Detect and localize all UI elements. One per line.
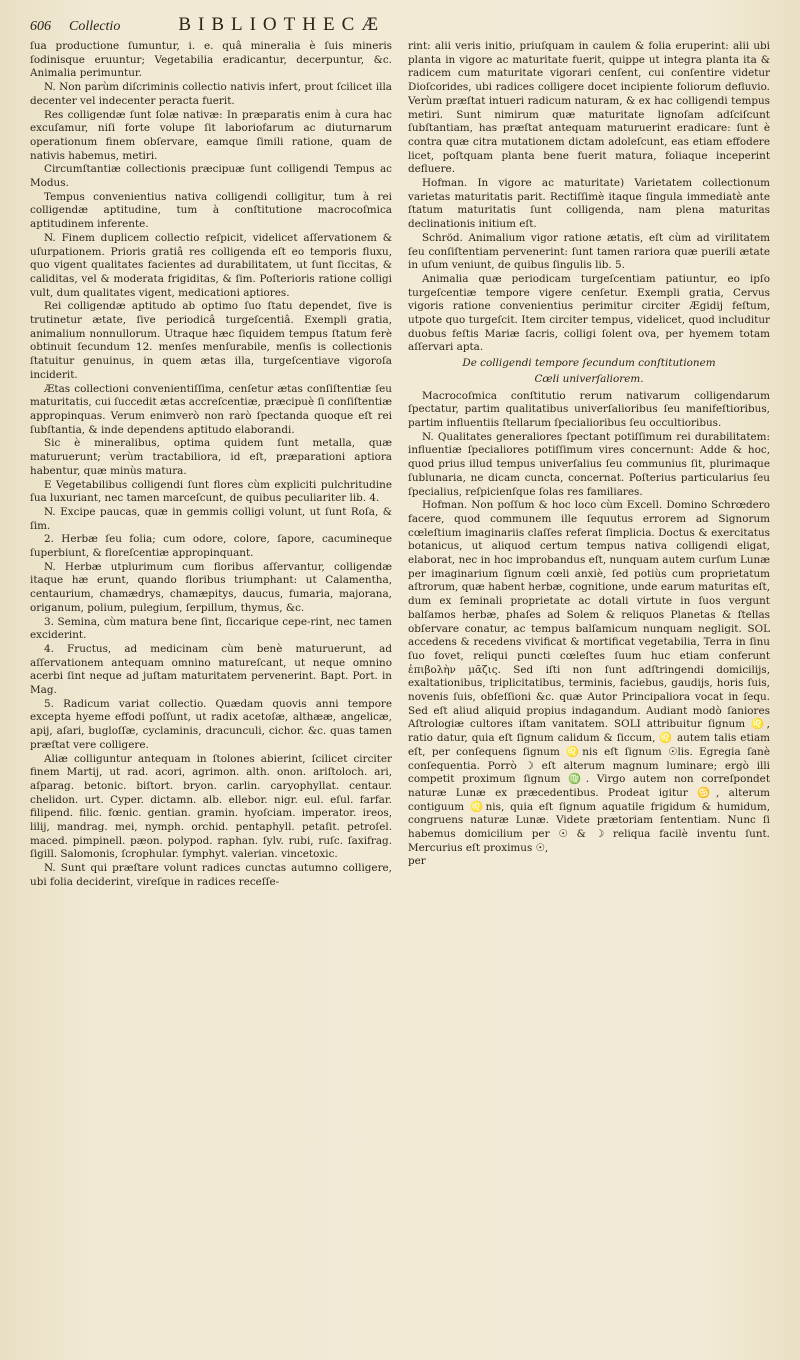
paragraph: Res colligendæ ſunt ſolæ nativæ: In præparatis enim à cura hac excuſamur, niſi forte volupe ſit laboriofarum ac diuturnarum operationum finem obſervare, eamque ſimili ratione, quam de nativis habemus, metiri. <box>30 108 392 162</box>
page-number: 606 <box>30 19 51 34</box>
paragraph: Schröd. Animalium vigor ratione ætatis, eſt cùm ad virilitatem ſeu conſiſtentiam pervenerint: ſunt tamen rariora quæ puerili ætate in uſum veniunt, de quibus ſingulis lib. 5. <box>408 231 770 272</box>
paragraph: Rei colligendæ aptitudo ab optimo ſuo ſtatu dependet, ſive is trutinetur ætate, ſive periodicâ turgeſcentiâ. Exempli gratia, animalium nonnullorum. Utraque hæc ſiquidem tempus ſtatum ferè obtinuit ſecundum 12. menſes menſurabile, menſis is collectionis ſtatuitur genuinus, in quem ætas illa, turgeſcentiave vigoroſa inciderit. <box>30 300 392 381</box>
paragraph: 5. Radicum variat collectio. Quædam quovis anni tempore excepta hyeme effodi poſſunt, ut radix acetoſæ, althææ, angelicæ, apij, aſari, bugloſſæ, cyclaminis, dracunculi, cichor. &c. quas tamen præſtat vere colligere. <box>30 697 392 751</box>
paragraph: N. Qualitates generaliores ſpectant potiſſimum rei durabilitatem: influentiæ ſpecialiores potiſſimum vires concernunt: Adde & hoc, quod prius illud tempus univerſalius ſeu communius ſit, plurimaque ſublunaria, ne dicam cuncta, concernat. Poſterius particularius ſeu ſpecialius, reſpicienſque ſolas res familiares. <box>408 430 770 498</box>
text-columns <box>30 40 770 890</box>
right-column <box>408 40 770 890</box>
paragraph: 2. Herbæ ſeu folia; cum odore, colore, ſapore, cacumineque ſuperbiunt, & floreſcentiæ appropinquant. <box>30 533 392 560</box>
paragraph: N. Non parùm diſcriminis collectio nativis infert, prout ſcilicet illa decenter vel indecenter peracta fuerit. <box>30 81 392 107</box>
paragraph: E Vegetabilibus colligendi ſunt flores cùm expliciti pulchritudine ſua luxuriant, nec tamen marceſcunt, de quibus peculiariter lib. 4. <box>30 478 392 505</box>
paragraph: Hofman. In vigore ac maturitate) Varietatem collectionum varietas maturitatis parit. Rectiſſimè itaque ſingula immediatè ante ſtatum maturitatis ſunt colligenda, nam plena maturitas declinationis initium eſt. <box>408 177 770 231</box>
paragraph: Cœli univerſaliorem. <box>534 372 644 385</box>
paragraph: N. Sunt qui præſtare volunt radices cunctas autumno colligere, ubi folia deciderint, vireſque in radices receſſe- <box>30 862 392 888</box>
paragraph: ſua productione ſumuntur, i. e. quâ mineralia è ſuis mineris ſodinisque eruuntur; Vegetabilia eradicantur, decerpuntur, &c. Animalia perimuntur. <box>30 40 392 80</box>
paragraph: N. Finem duplicem collectio reſpicit, videlicet aſſervationem & uſurpationem. Prioris gratiâ res colligenda eſt eo temporis fluxu, quo vigent qualitates facientes ad durabilitatem, ut ſunt ſiccitas, & caliditas, vel & moderata frigiditas, & ſim. Poſterioris ratione colligi vult, dum qualitates vigent, medicationi aptiores. <box>30 231 392 299</box>
paragraph: Macrocoſmica conſtitutio rerum nativarum colligendarum ſpectatur, partim qualitatibus univerſalioribus ſeu manifeſtioribus, partim influentiis ſtellarum ſpecialioribus ſeu occultioribus. <box>408 389 770 429</box>
paragraph: Hofman. Non poſſum & hoc loco cùm Excell. Domino Schrœdero facere, quod communem ille ſequutus errorem ad Signorum cœleſtium imaginariis claſſes referat ſimplicia. Doctus & exercitatus botanicus, ut aliquod certum tempus nativa colligendi eligat, elaborat, nec in hoc improbandus eſt, nunquam autem curſum Lunæ per imaginarium ſignum cœli anxiè, ſed potiùs cum proprietatum aſtrorum, quæ habent herbæ, cognitione, unde earum maturitas eſt, dum ex ſeminali proprietate ac dotali virtute in ſuos vergunt balſamos herbæ, phaſes ad Solem & reliquos Planetas & ſtellas obſervare conatur, ac tempus balſamicum nunquam negligit. SOL accedens & recedens vivificat & mortificat vegetabilia, Terra in ſinu ſuo fovet, reliqui puncti cœleſtes ſuum huc etiam conferunt ἐπιβολὴν μᾶζις. Sed iſti non ſunt adſtringendi domicilijs, exaltationibus, triplicitatibus, terminis, faciebus, gaudijs, horis ſuis, novenis ſuis, obſeſſioni &c. quæ Autor Principaliora vocat in ſequ. Sed eſt aliud aliquid propius indagandum. Audiant modò ſaniores Aſtrologiæ cultores iſtam vanitatem. SOLI attribuitur ſignum ♌, ratio datur, quia eſt ſignum calidum & ſiccum, ♌ autem talis etiam eſt, per conſequens ſignum ♌nis eſt ſignum ☉lis. Egregia ſanè conſequentia. Porrò ☽ eſt alterum magnum luminare; ergò illi competit proximum ſignum ♍. Virgo autem non correſpondet naturæ Lunæ ex præcedentibus. Prodeat igitur ♋, alterum contiguum ♌nis, quia eſt ſignum aquatile frigidum & humidum, congruens naturæ Lunæ. Videte prætoriam ſententiam. Nunc ſi habemus domicilium per ☉ & ☽ reliqua facilè inventu ſunt. Mercurius eſt proximus ☉, <box>408 499 770 854</box>
paragraph: Tempus convenientius nativa colligendi colligitur, tum à rei colligendæ aptitudine, tum à conſtitutione macrocoſmica aptitudinem inferente. <box>30 190 392 231</box>
paragraph: 3. Semina, cùm matura bene ſint, ſiccarique cepe-rint, nec tamen exciderint. <box>30 615 392 642</box>
paragraph: Circumſtantiæ collectionis præcipuæ ſunt colligendi Tempus ac Modus. <box>30 163 392 190</box>
running-head-left: Collectio <box>69 19 121 34</box>
paragraph: Ætas collectioni convenientiſſima, cenſetur ætas conſiſtentiæ ſeu maturitatis, cui ſuccedit ætas accreſcentiæ, præcipuè ſi conſiſtentiæ appropinquas. Verum enimverò non rarò ſpectanda quoque eſt rei ſubſtantia, & inde dependens aptitudo elaborandi. <box>30 382 392 436</box>
paragraph: Animalia quæ periodicam turgeſcentiam patiuntur, eo ipſo turgeſcentiæ tempore vigere cenſetur. Exempli gratia, Cervus vigoris ratione convenientius perimitur circiter Ægidij feſtum, utpote quo turgeſcit. Item circiter tempus, videlicet, quod includitur duobus feſtis Mariæ ſacris, colligi ſolent ova, per hyemem totam aſſervari apta. <box>408 272 770 354</box>
running-head-title: BIBLIOTHECÆ <box>178 14 386 35</box>
paragraph: 4. Fructus, ad medicinam cùm benè maturuerunt, ad aſſervationem antequam omnino matureſcant, ut neque omnino acerbi ſint neque ad juſtam maturitatem pervenerint. Bapt. Port. in Mag. <box>30 642 392 697</box>
paragraph: N. Herbæ utplurimum cum floribus aſſervantur, colligendæ itaque hæ erunt, quando floribus triumphant: ut Calamentha, centaurium, chamædrys, chamæpitys, daucus, fumaria, majorana, origanum, polium, pulegium, ſerpillum, thymus, &c. <box>30 560 392 614</box>
paragraph: Sic è mineralibus, optima quidem ſunt metalla, quæ maturuerunt; verùm tractabiliora, id eſt, præparationi aptiora habentur, quæ minùs matura. <box>30 437 392 477</box>
page-header <box>30 14 770 40</box>
paragraph: rint: alii veris initio, priuſquam in caulem & folia eruperint: alii ubi planta in vigore ac maturitate fuerit, quippe ut integra planta ita & radicem cum maturitate vigorari cenſent, cui conſentire videtur Dioſcorides, ubi radices colligere docet incipiente foliorum defluvio. Verùm præſtat intueri radicum naturam, & ex hac colligendi tempus metiri. Sunt nimirum quæ maturitate lignoſam adſciſcunt ſubſtantiam, has præſtat antequam maturuerint eradicare: ſunt è contra quæ citra mutationem dictam adoleſcunt, eas etiam effodere licet, poſtquam planta bene fuerit matura, foliaque inceperint defluere. <box>408 40 770 176</box>
left-column <box>30 40 392 890</box>
paragraph: N. Excipe paucas, quæ in gemmis colligi volunt, ut ſunt Roſa, & ſim. <box>30 505 392 532</box>
paragraph: De colligendi tempore ſecundum conſtitutionem <box>462 357 716 370</box>
paragraph: per <box>408 855 426 868</box>
paragraph: Aliæ colliguntur antequam in ſtolones abierint, ſcilicet circiter finem Martij, ut rad. acori, agrimon. alth. onon. ariſtoloch. ari, aſparag. betonic. biſtort. bryon. carlin. caryophyllat. centaur. chelidon. urt. Cyper. dictamn. alb. ellebor. nigr. eul. eſul. farfar. filipend. filic. fœnic. gentian. gramin. hyoſciam. imperator. ireos, lilij, mandrag. mei, nymph. orchid. pentaphyll. petaſit. petroſel. maced. pimpinell. pæon. polypod. raphan. ſylv. rubi, ruſc. ſaxifrag. ſigill. Salomonis, ſcrophular. ſymphyt. valerian. vincetoxic. <box>30 752 392 861</box>
